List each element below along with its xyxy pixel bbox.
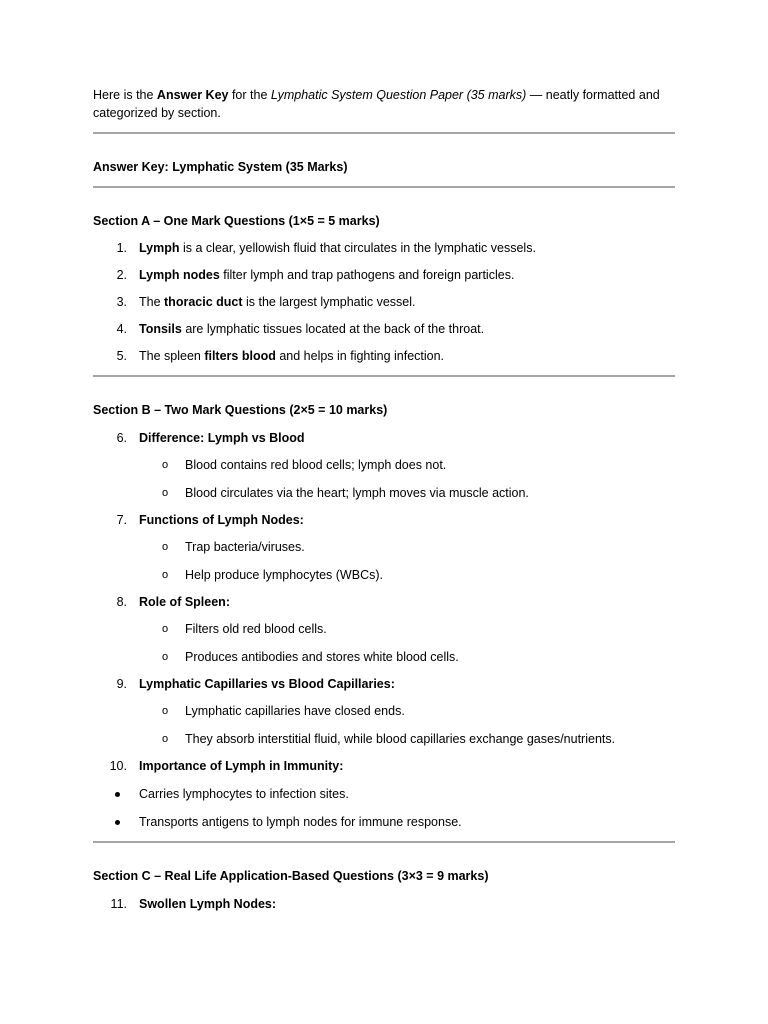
circle-bullet-icon: o — [162, 623, 169, 635]
intro-prefix: Here is the — [93, 88, 157, 102]
item-number: 11. — [110, 897, 127, 911]
section-b-heading: Section B – Two Mark Questions (2×5 = 10 marks) — [93, 403, 388, 417]
sub-list-item: o Lymphatic capillaries have closed ends. — [162, 704, 405, 718]
section-a-heading: Section A – One Mark Questions (1×5 = 5 marks) — [93, 214, 380, 228]
bullet-list-item: Transports antigens to lymph nodes for immune response. — [93, 813, 675, 831]
item-number: 4. — [116, 322, 127, 336]
item-number: 2. — [116, 268, 127, 282]
circle-bullet-icon: o — [162, 459, 169, 471]
intro-suffix: — neatly formatted and categorized by section. — [93, 88, 660, 120]
divider-4 — [93, 841, 675, 843]
intro-paragraph — [93, 86, 675, 122]
section-c-heading: Section C – Real Life Application-Based Questions (3×3 = 9 marks) — [93, 869, 489, 883]
list-item: 5. The spleen filters blood and helps in fighting infection. — [93, 347, 675, 365]
intro-bold: Answer Key — [156, 88, 229, 102]
item-number: 7. — [116, 513, 127, 527]
bullet-icon — [115, 792, 120, 797]
document-title: Answer Key: Lymphatic System (35 Marks) — [93, 160, 348, 174]
sub-list-item: o Blood circulates via the heart; lymph moves via muscle action. — [162, 486, 529, 500]
circle-bullet-icon: o — [162, 705, 169, 717]
list-item: 1. Lymph is a clear, yellowish fluid that circulates in the lymphatic vessels. — [93, 239, 675, 257]
list-item: 2. Lymph nodes filter lymph and trap pathogens and foreign particles. — [93, 266, 675, 284]
divider-3 — [93, 375, 675, 377]
sub-list-item: o Filters old red blood cells. — [162, 622, 327, 636]
divider-1 — [93, 132, 675, 134]
bullet-icon — [115, 820, 120, 825]
list-item: 11. Swollen Lymph Nodes: — [93, 895, 675, 913]
divider-2 — [93, 186, 675, 188]
list-item: 4. Tonsils are lymphatic tissues located at the back of the throat. — [93, 320, 675, 338]
circle-bullet-icon: o — [162, 733, 169, 745]
intro-italic: Lymphatic System Question Paper (35 marks) — [270, 88, 527, 102]
circle-bullet-icon: o — [162, 651, 169, 663]
bullet-list-item: Carries lymphocytes to infection sites. — [93, 785, 675, 803]
sub-list-item: o Trap bacteria/viruses. — [162, 540, 305, 554]
sub-list-item: o Help produce lymphocytes (WBCs). — [162, 568, 383, 582]
item-number: 10. — [109, 759, 127, 773]
sub-list-item: o Blood contains red blood cells; lymph does not. — [162, 458, 447, 472]
circle-bullet-icon: o — [162, 541, 169, 553]
list-item: 8. Role of Spleen: — [93, 593, 675, 611]
item-number: 5. — [116, 349, 127, 363]
list-item: 9. Lymphatic Capillaries vs Blood Capillaries: — [93, 675, 675, 693]
intro-middle: for the — [228, 88, 271, 102]
item-number: 3. — [116, 295, 127, 309]
item-number: 1. — [116, 241, 127, 255]
list-item: 7. Functions of Lymph Nodes: — [93, 511, 675, 529]
sub-list-item: o They absorb interstitial fluid, while blood capillaries exchange gases/nutrients. — [162, 732, 616, 746]
item-number: 8. — [116, 595, 127, 609]
item-number: 9. — [116, 677, 127, 691]
list-item: 3. The thoracic duct is the largest lymphatic vessel. — [93, 293, 675, 311]
sub-list-item: o Produces antibodies and stores white blood cells. — [162, 650, 459, 664]
list-item: 10. Importance of Lymph in Immunity: — [93, 757, 675, 775]
list-item: 6. Difference: Lymph vs Blood — [93, 429, 675, 447]
item-number: 6. — [116, 431, 127, 445]
circle-bullet-icon: o — [162, 487, 169, 499]
document-page — [93, 86, 675, 913]
circle-bullet-icon: o — [162, 569, 169, 581]
